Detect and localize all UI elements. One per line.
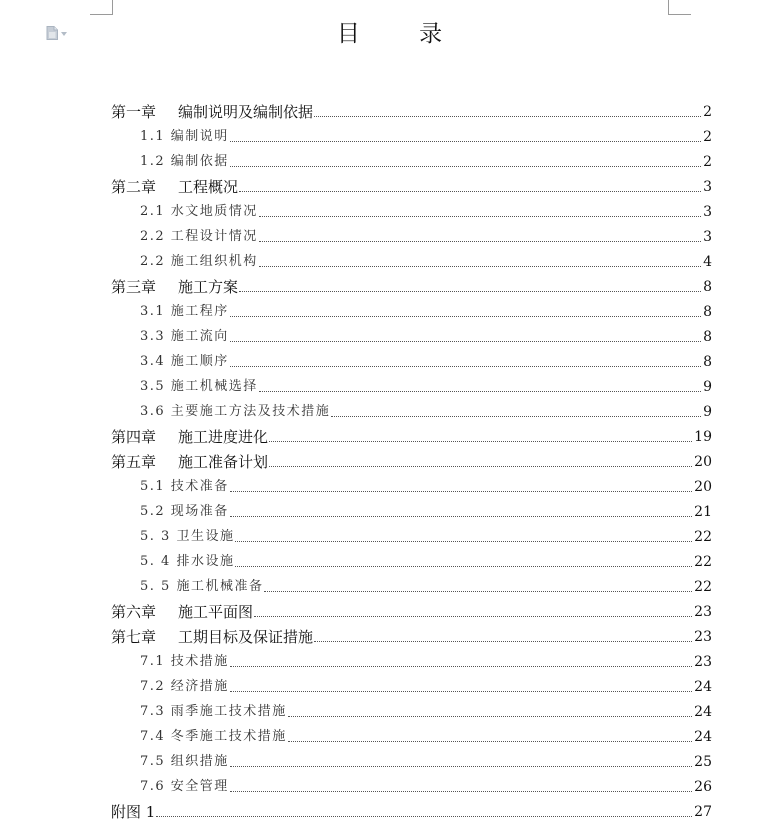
toc-section-entry[interactable] xyxy=(111,197,712,222)
toc-dot-leader xyxy=(230,166,701,167)
toc-dot-leader xyxy=(259,391,701,392)
toc-entry-title: 1.2 编制依据 xyxy=(140,154,229,169)
toc-dot-leader xyxy=(235,541,692,542)
toc-page-number: 8 xyxy=(703,279,712,295)
toc-entry-title: 施工平面图 xyxy=(178,603,254,621)
toc-dot-leader xyxy=(230,516,692,517)
toc-entry-title: 3.4 施工顺序 xyxy=(140,354,229,369)
toc-chapter-entry[interactable] xyxy=(111,422,712,447)
toc-chapter-entry[interactable] xyxy=(111,272,712,297)
toc-page-number: 2 xyxy=(703,154,712,170)
toc-page-number: 26 xyxy=(694,779,712,795)
toc-chapter-number: 第三章 xyxy=(111,278,157,296)
toc-chapter-entry[interactable] xyxy=(111,447,712,472)
toc-page-number: 24 xyxy=(694,679,712,695)
toc-chapter-number: 第二章 xyxy=(111,178,157,196)
toc-page-number: 25 xyxy=(694,754,712,770)
toc-page-number: 24 xyxy=(694,729,712,745)
toc-dot-leader xyxy=(269,466,692,467)
toc-dot-leader xyxy=(314,116,701,117)
toc-section-entry[interactable] xyxy=(111,722,712,747)
toc-dot-leader xyxy=(230,341,701,342)
toc-page-number: 21 xyxy=(694,504,712,520)
toc-section-entry[interactable] xyxy=(111,572,712,597)
toc-entry-title: 3.3 施工流向 xyxy=(140,329,229,344)
toc-entry-title: 5. 4 排水设施 xyxy=(140,554,235,569)
toc-section-entry[interactable] xyxy=(111,297,712,322)
toc-page-number: 8 xyxy=(703,354,712,370)
toc-page-number: 3 xyxy=(703,229,712,245)
toc-section-entry[interactable] xyxy=(111,247,712,272)
toc-page-number: 9 xyxy=(703,379,712,395)
toc-section-entry[interactable] xyxy=(111,222,712,247)
toc-dot-leader xyxy=(230,491,692,492)
toc-dot-leader xyxy=(254,616,692,617)
crop-mark-top-left xyxy=(90,0,113,15)
toc-dot-leader xyxy=(235,566,692,567)
toc-page-number: 9 xyxy=(703,404,712,420)
toc-section-entry[interactable] xyxy=(111,347,712,372)
toc-chapter-number: 第五章 xyxy=(111,453,157,471)
toc-section-entry[interactable] xyxy=(111,522,712,547)
toc-section-entry[interactable] xyxy=(111,147,712,172)
toc-page-number: 19 xyxy=(694,429,712,445)
toc-dot-leader xyxy=(230,691,692,692)
toc-entry-title: 1.1 编制说明 xyxy=(140,129,229,144)
toc-entry-title: 3.1 施工程序 xyxy=(140,304,229,319)
toc-entry-title: 2.2 施工组织机构 xyxy=(140,254,258,269)
toc-dot-leader xyxy=(156,816,692,817)
toc-entry-title: 2.1 水文地质情况 xyxy=(140,204,258,219)
toc-page-number: 2 xyxy=(703,104,712,120)
toc-dot-leader xyxy=(259,216,701,217)
toc-dot-leader xyxy=(288,716,692,717)
toc-page-number: 8 xyxy=(703,329,712,345)
toc-entry-title: 5.1 技术准备 xyxy=(140,479,229,494)
toc-dot-leader xyxy=(230,366,701,367)
toc-section-entry[interactable] xyxy=(111,547,712,572)
toc-chapter-entry[interactable] xyxy=(111,172,712,197)
toc-entry-title: 编制说明及编制依据 xyxy=(178,103,314,121)
toc-page-number: 20 xyxy=(694,479,712,495)
table-of-contents xyxy=(111,97,712,822)
toc-entry-title: 5. 3 卫生设施 xyxy=(140,529,235,544)
toc-page-number: 23 xyxy=(694,654,712,670)
toc-dot-leader xyxy=(314,641,692,642)
toc-section-entry[interactable] xyxy=(111,372,712,397)
toc-page-number: 24 xyxy=(694,704,712,720)
toc-entry-title: 施工进度进化 xyxy=(178,428,269,446)
toc-page-number: 22 xyxy=(694,579,712,595)
toc-entry-title: 3.5 施工机械选择 xyxy=(140,379,258,394)
toc-entry-title: 2.2 工程设计情况 xyxy=(140,229,258,244)
toc-entry-title: 7.2 经济措施 xyxy=(140,679,229,694)
toc-entry-title: 7.3 雨季施工技术措施 xyxy=(140,704,287,719)
toc-entry-title: 7.5 组织措施 xyxy=(140,754,229,769)
toc-dot-leader xyxy=(269,441,692,442)
toc-chapter-number: 第七章 xyxy=(111,628,157,646)
toc-page-number: 2 xyxy=(703,129,712,145)
toc-section-entry[interactable] xyxy=(111,747,712,772)
toc-section-entry[interactable] xyxy=(111,672,712,697)
toc-chapter-number: 第一章 xyxy=(111,103,157,121)
toc-page-number: 8 xyxy=(703,304,712,320)
toc-page-number: 27 xyxy=(694,804,712,820)
toc-chapter-entry[interactable] xyxy=(111,97,712,122)
toc-section-entry[interactable] xyxy=(111,647,712,672)
toc-section-entry[interactable] xyxy=(111,322,712,347)
toc-chapter-entry[interactable] xyxy=(111,622,712,647)
toc-dot-leader xyxy=(331,416,701,417)
toc-dot-leader xyxy=(230,666,692,667)
toc-dot-leader xyxy=(259,266,701,267)
toc-entry-title: 施工方案 xyxy=(178,278,239,296)
toc-section-entry[interactable] xyxy=(111,697,712,722)
toc-page-number: 20 xyxy=(694,454,712,470)
toc-chapter-entry[interactable] xyxy=(111,597,712,622)
toc-entry-title: 附图 1 xyxy=(111,803,156,821)
toc-dot-leader xyxy=(230,141,701,142)
toc-chapter-number: 第六章 xyxy=(111,603,157,621)
toc-dot-leader xyxy=(230,316,701,317)
toc-section-entry[interactable] xyxy=(111,472,712,497)
toc-entry-title: 工程概况 xyxy=(178,178,239,196)
toc-dot-leader xyxy=(230,791,692,792)
toc-entry-title: 7.4 冬季施工技术措施 xyxy=(140,729,287,744)
toc-page-number: 23 xyxy=(694,604,712,620)
toc-section-entry[interactable] xyxy=(111,497,712,522)
toc-entry-title: 7.6 安全管理 xyxy=(140,779,229,794)
toc-page-number: 4 xyxy=(703,254,712,270)
toc-section-entry[interactable] xyxy=(111,122,712,147)
toc-dot-leader xyxy=(239,291,701,292)
toc-page-number: 22 xyxy=(694,529,712,545)
toc-dot-leader xyxy=(264,591,692,592)
toc-dot-leader xyxy=(230,766,692,767)
toc-entry-title: 7.1 技术措施 xyxy=(140,654,229,669)
toc-entry-title: 5.2 现场准备 xyxy=(140,504,229,519)
toc-entry-title: 5. 5 施工机械准备 xyxy=(140,579,264,594)
page-title: 目 录 xyxy=(336,21,469,47)
toc-entry-title: 3.6 主要施工方法及技术措施 xyxy=(140,404,331,419)
toc-section-entry[interactable] xyxy=(111,797,712,822)
toc-page-number: 23 xyxy=(694,629,712,645)
toc-page-number: 3 xyxy=(703,204,712,220)
toc-dot-leader xyxy=(239,191,701,192)
toc-dot-leader xyxy=(259,241,701,242)
toc-section-entry[interactable] xyxy=(111,397,712,422)
toc-entry-title: 施工准备计划 xyxy=(178,453,269,471)
crop-mark-top-right xyxy=(668,0,691,15)
toc-page-number: 3 xyxy=(703,179,712,195)
toc-chapter-number: 第四章 xyxy=(111,428,157,446)
toc-dot-leader xyxy=(288,741,692,742)
toc-entry-title: 工期目标及保证措施 xyxy=(178,628,314,646)
toc-section-entry[interactable] xyxy=(111,772,712,797)
toc-page-number: 22 xyxy=(694,554,712,570)
